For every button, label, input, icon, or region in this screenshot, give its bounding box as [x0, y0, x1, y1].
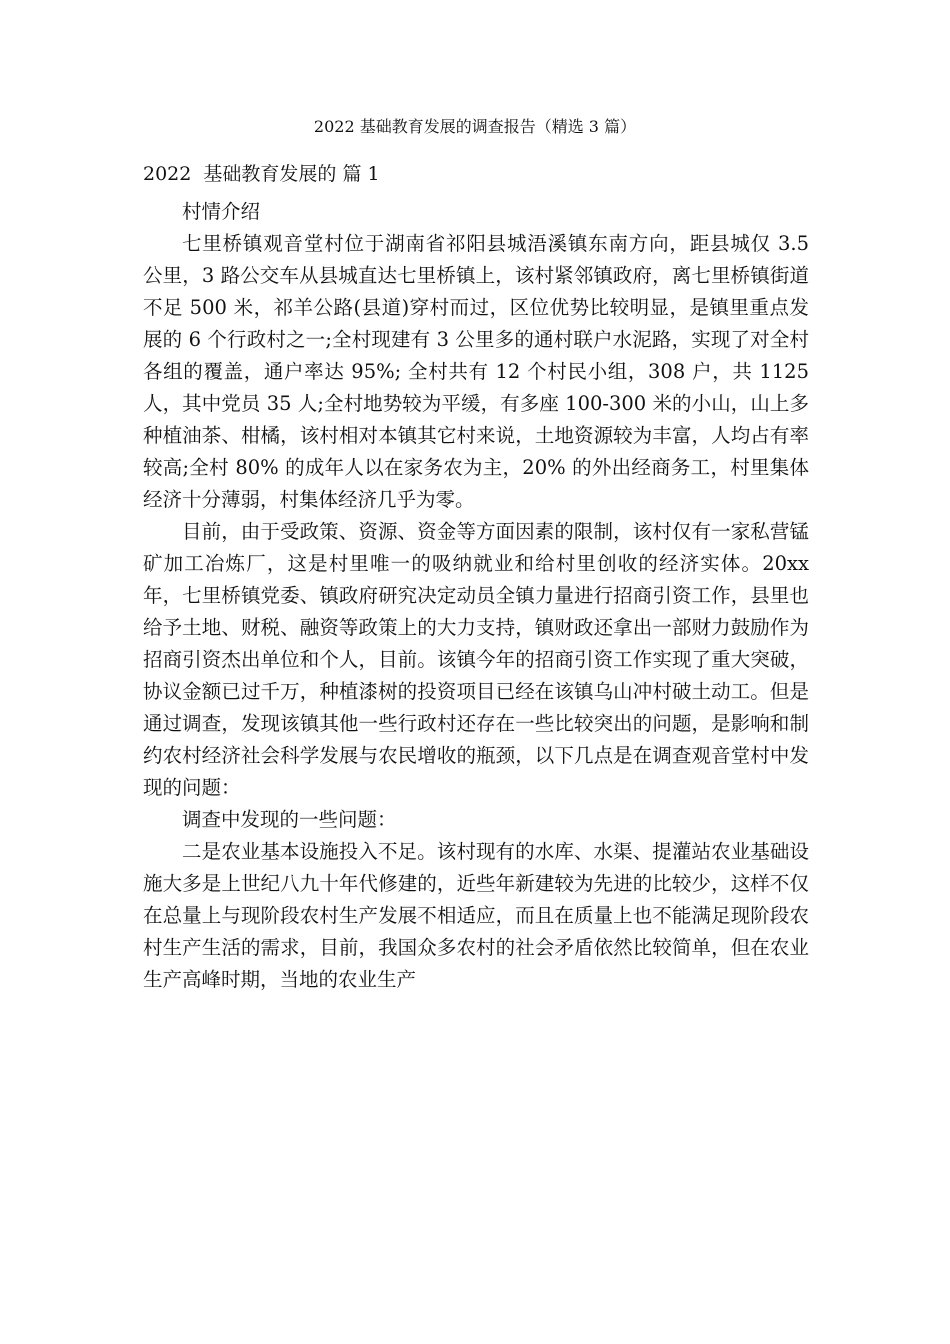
section-heading: 2022 基础教育发展的 篇 1 [143, 163, 380, 185]
paragraph: 目前，由于受政策、资源、资金等方面因素的限制，该村仅有一家私营锰矿加工冶炼厂，这是村里唯一的吸纳就业和给村里创收的经济实体。20xx 年，七里桥镇党委、镇政府研究决定动员全镇力量进行招商引资工作，县里也给予土地、财税、融资等政策上的大力支持，镇财政还拿出一部财力鼓励作为招商引资杰出单位和个人，目前。该镇今年的招商引资工作实现了重大突破，协议金额已过千万，种植漆树的投资项目已经在该镇乌山冲村破土动工。但是通过调查，发现该镇其他一些行政村还存在一些比较突出的问题，是影响和制约农村经济社会科学发展与农民增收的瓶颈，以下几点是在调查观音堂村中发现的问题： [143, 520, 809, 799]
paragraph: 二是农业基本设施投入不足。该村现有的水库、水渠、提灌站农业基础设施大多是上世纪八九十年代修建的，近些年新建较为先进的比较少，这样不仅在总量上与现阶段农村生产发展不相适应，而且在质量上也不能满足现阶段农村生产生活的需求，目前，我国众多农村的社会矛盾依然比较简单，但在农业生产高峰时期，当地的农业生产 [143, 840, 809, 991]
subheading-village-intro: 村情介绍 [182, 200, 261, 223]
paragraph: 七里桥镇观音堂村位于湖南省祁阳县城浯溪镇东南方向，距县城仅 3.5 公里，3 路公交车从县城直达七里桥镇上，该村紧邻镇政府，离七里桥镇街道不足 500 米，祁羊公路(县道)穿村而过，区位优势比较明显，是镇里重点发展的 6 个行政村之一;全村现建有 3 公里多的通村联户水泥路，实现了对全村各组的覆盖，通户率达 95%; 全村共有 12 个村民小组，308 户，共 1125 人，其中党员 35 人;全村地势较为平缓，有多座 100-300 米的小山，山上多种植油茶、柑橘，该村相对本镇其它村来说，土地资源较为丰富，人均占有率较高;全村 80% 的成年人以在家务农为主，20% 的外出经商务工，村里集体经济十分薄弱，村集体经济几乎为零。 [143, 232, 809, 511]
document-title: 2022 基础教育发展的调查报告（精选 3 篇） [313, 117, 637, 136]
document-body [143, 196, 809, 996]
subheading-problems: 调查中发现的一些问题： [182, 808, 397, 831]
